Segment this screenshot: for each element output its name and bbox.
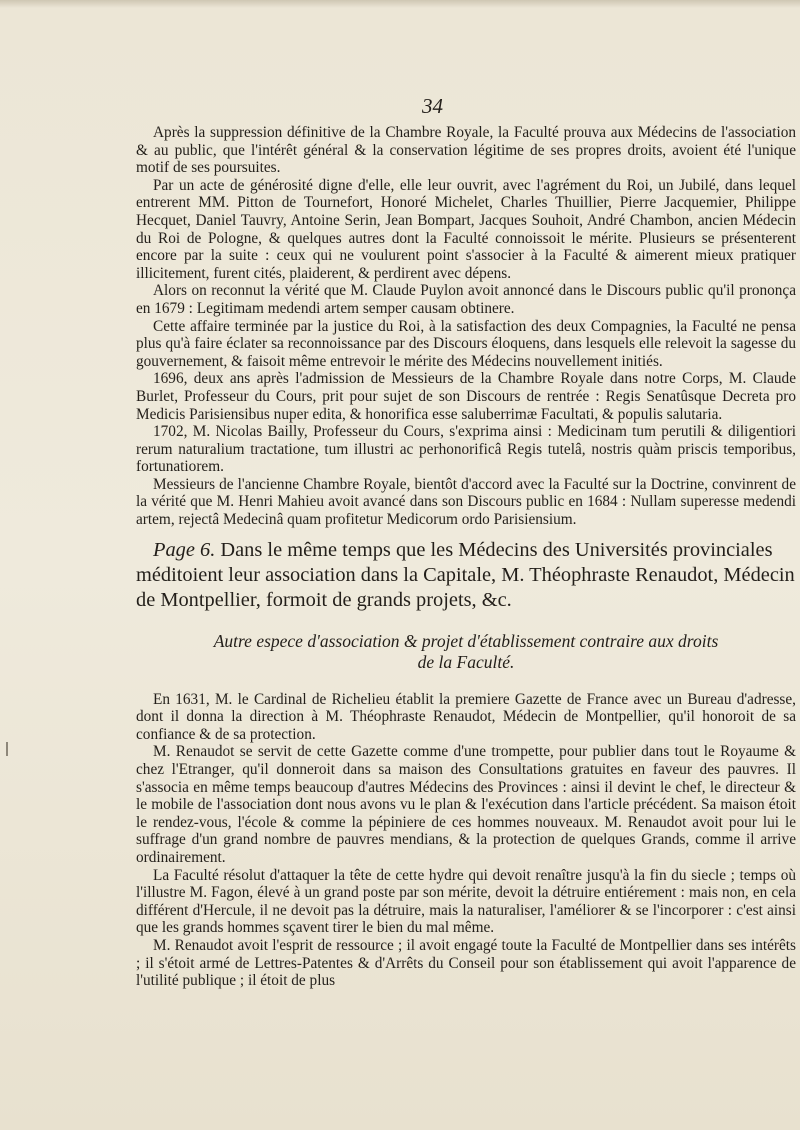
margin-mark: [6, 742, 8, 756]
page-6-label: Page 6.: [153, 538, 216, 561]
paragraph-6: 1702, M. Nicolas Bailly, Professeur du Cours, s'exprima ainsi : Medicinam tum perutili & diligentiori rerum naturalium tractatione, tum illustri ac perhonorificâ Regis tutelâ, nostris quàm priscis temporibus, fortunatiorem.: [136, 423, 796, 476]
paragraph-1: Après la suppression définitive de la Chambre Royale, la Faculté prouva aux Médecins de l'association & au public, que l'intérêt général & la conservation légitime de ses propres droits, avoient été l'unique motif de ses poursuites.: [136, 124, 796, 177]
heading-line-1: Autre espece d'association & projet d'établissement contraire aux droits: [213, 630, 719, 651]
heading-line-2: de la Faculté.: [417, 651, 515, 672]
paragraph-9: M. Renaudot se servit de cette Gazette comme d'une trompette, pour publier dans tout le Royaume & chez l'Etranger, qu'il donneroit dans sa maison des Consultations gratuites en faveur des pauvres. Il s'associa en même temps beaucoup d'autres Médecins des Provinces : ainsi il devint le chef, le directeur & le mobile de l'association dont nous avons vu le plan & l'exécution dans l'article précédent. Sa maison étoit le rendez-vous, l'école & comme la pépiniere de ces hommes nouveaux. M. Renaudot avoit pour lui le suffrage d'un grand nombre de pauvres mendians, & la protection de quelques Grands, comme il arrive ordinairement.: [136, 743, 796, 866]
paragraph-4: Cette affaire terminée par la justice du Roi, à la satisfaction des deux Compagnies, la Faculté ne pensa plus qu'à faire éclater sa reconnoissance par des Discours éloquens, dans lesquels elle relevoit la sagesse du gouvernement, & faisoit même entrevoir le mérite des Médecins nouvellement initiés.: [136, 317, 796, 370]
page-6-text: Dans le même temps que les Médecins des Universités provinciales méditoient leur association dans la Capitale, M. Théophraste Renaudot, Médecin de Montpellier, formoit de grands projets, &c.: [136, 538, 795, 611]
text-column: [136, 100, 796, 990]
page-top-shadow: [0, 0, 800, 8]
paragraph-2: Par un acte de générosité digne d'elle, elle leur ouvrit, avec l'agrément du Roi, un Jubilé, dans lequel entrerent MM. Pitton de Tournefort, Honoré Michelet, Charles Thuillier, Pierre Jacquemier, Philippe Hecquet, Daniel Tauvry, Antoine Serin, Jean Bompart, Jacques Souhoit, André Chambon, ancien Médecin du Roi de Pologne, & quelques autres dont la Faculté connoissoit le mérite. Plusieurs se présenterent encore par la suite : ceux qui ne voulurent point s'associer à la Faculté & aimerent mieux pratiquer illicitement, furent cités, plaiderent, & perdirent avec dépens.: [136, 176, 796, 282]
paragraph-3: Alors on reconnut la vérité que M. Claude Puylon avoit annoncé dans le Discours public qu'il prononça en 1679 : Legitimam medendi artem semper causam obtinere.: [136, 282, 796, 317]
section-heading: [136, 631, 796, 673]
paragraph-7: Messieurs de l'ancienne Chambre Royale, bientôt d'accord avec la Faculté sur la Doctrine, convinrent de la vérité que M. Henri Mahieu avoit avancé dans son Discours public en 1684 : Nullam superesse medendi artem, rejectâ Medecinâ quam profitetur Medicorum ordo Parisiensium.: [136, 475, 796, 529]
paragraph-10: La Faculté résolut d'attaquer la tête de cette hydre qui devoit renaître jusqu'à la fin du siecle ; temps où l'illustre M. Fagon, élevé à un grand poste par son mérite, devoit la détruire entiérement : mais non, en cela différent d'Hercule, il ne devoit pas la détruire, mais la naturaliser, l'améliorer & se l'incorporer : c'est ainsi que les grands hommes sçavent tirer le bien du mal même.: [136, 866, 796, 937]
page-number: 34: [422, 94, 443, 118]
paragraph-8: En 1631, M. le Cardinal de Richelieu établit la premiere Gazette de France avec un Bureau d'adresse, dont il donna la direction à M. Théophraste Renaudot, Médecin de Montpellier, qu'il honoroit de sa confiance & de sa protection.: [136, 690, 796, 743]
page-6-paragraph: [136, 538, 796, 613]
spacer: [136, 100, 796, 120]
paragraph-11: M. Renaudot avoit l'esprit de ressource ; il avoit engagé toute la Faculté de Montpellier dans ses intérêts ; il s'étoit armé de Lettres-Patentes & d'Arrêts du Conseil pour son établissement qui avoit l'apparence de l'utilité publique ; il étoit de plus: [136, 936, 796, 990]
paragraph-5: 1696, deux ans après l'admission de Messieurs de la Chambre Royale dans notre Corps, M. Claude Burlet, Professeur du Cours, prit pour sujet de son Discours de rentrée : Regis Senatûsque Decreta pro Medicis Parisiensibus nuper edita, & honorifica esse saluberrimæ Facultati, & populis salutaria.: [136, 370, 796, 423]
